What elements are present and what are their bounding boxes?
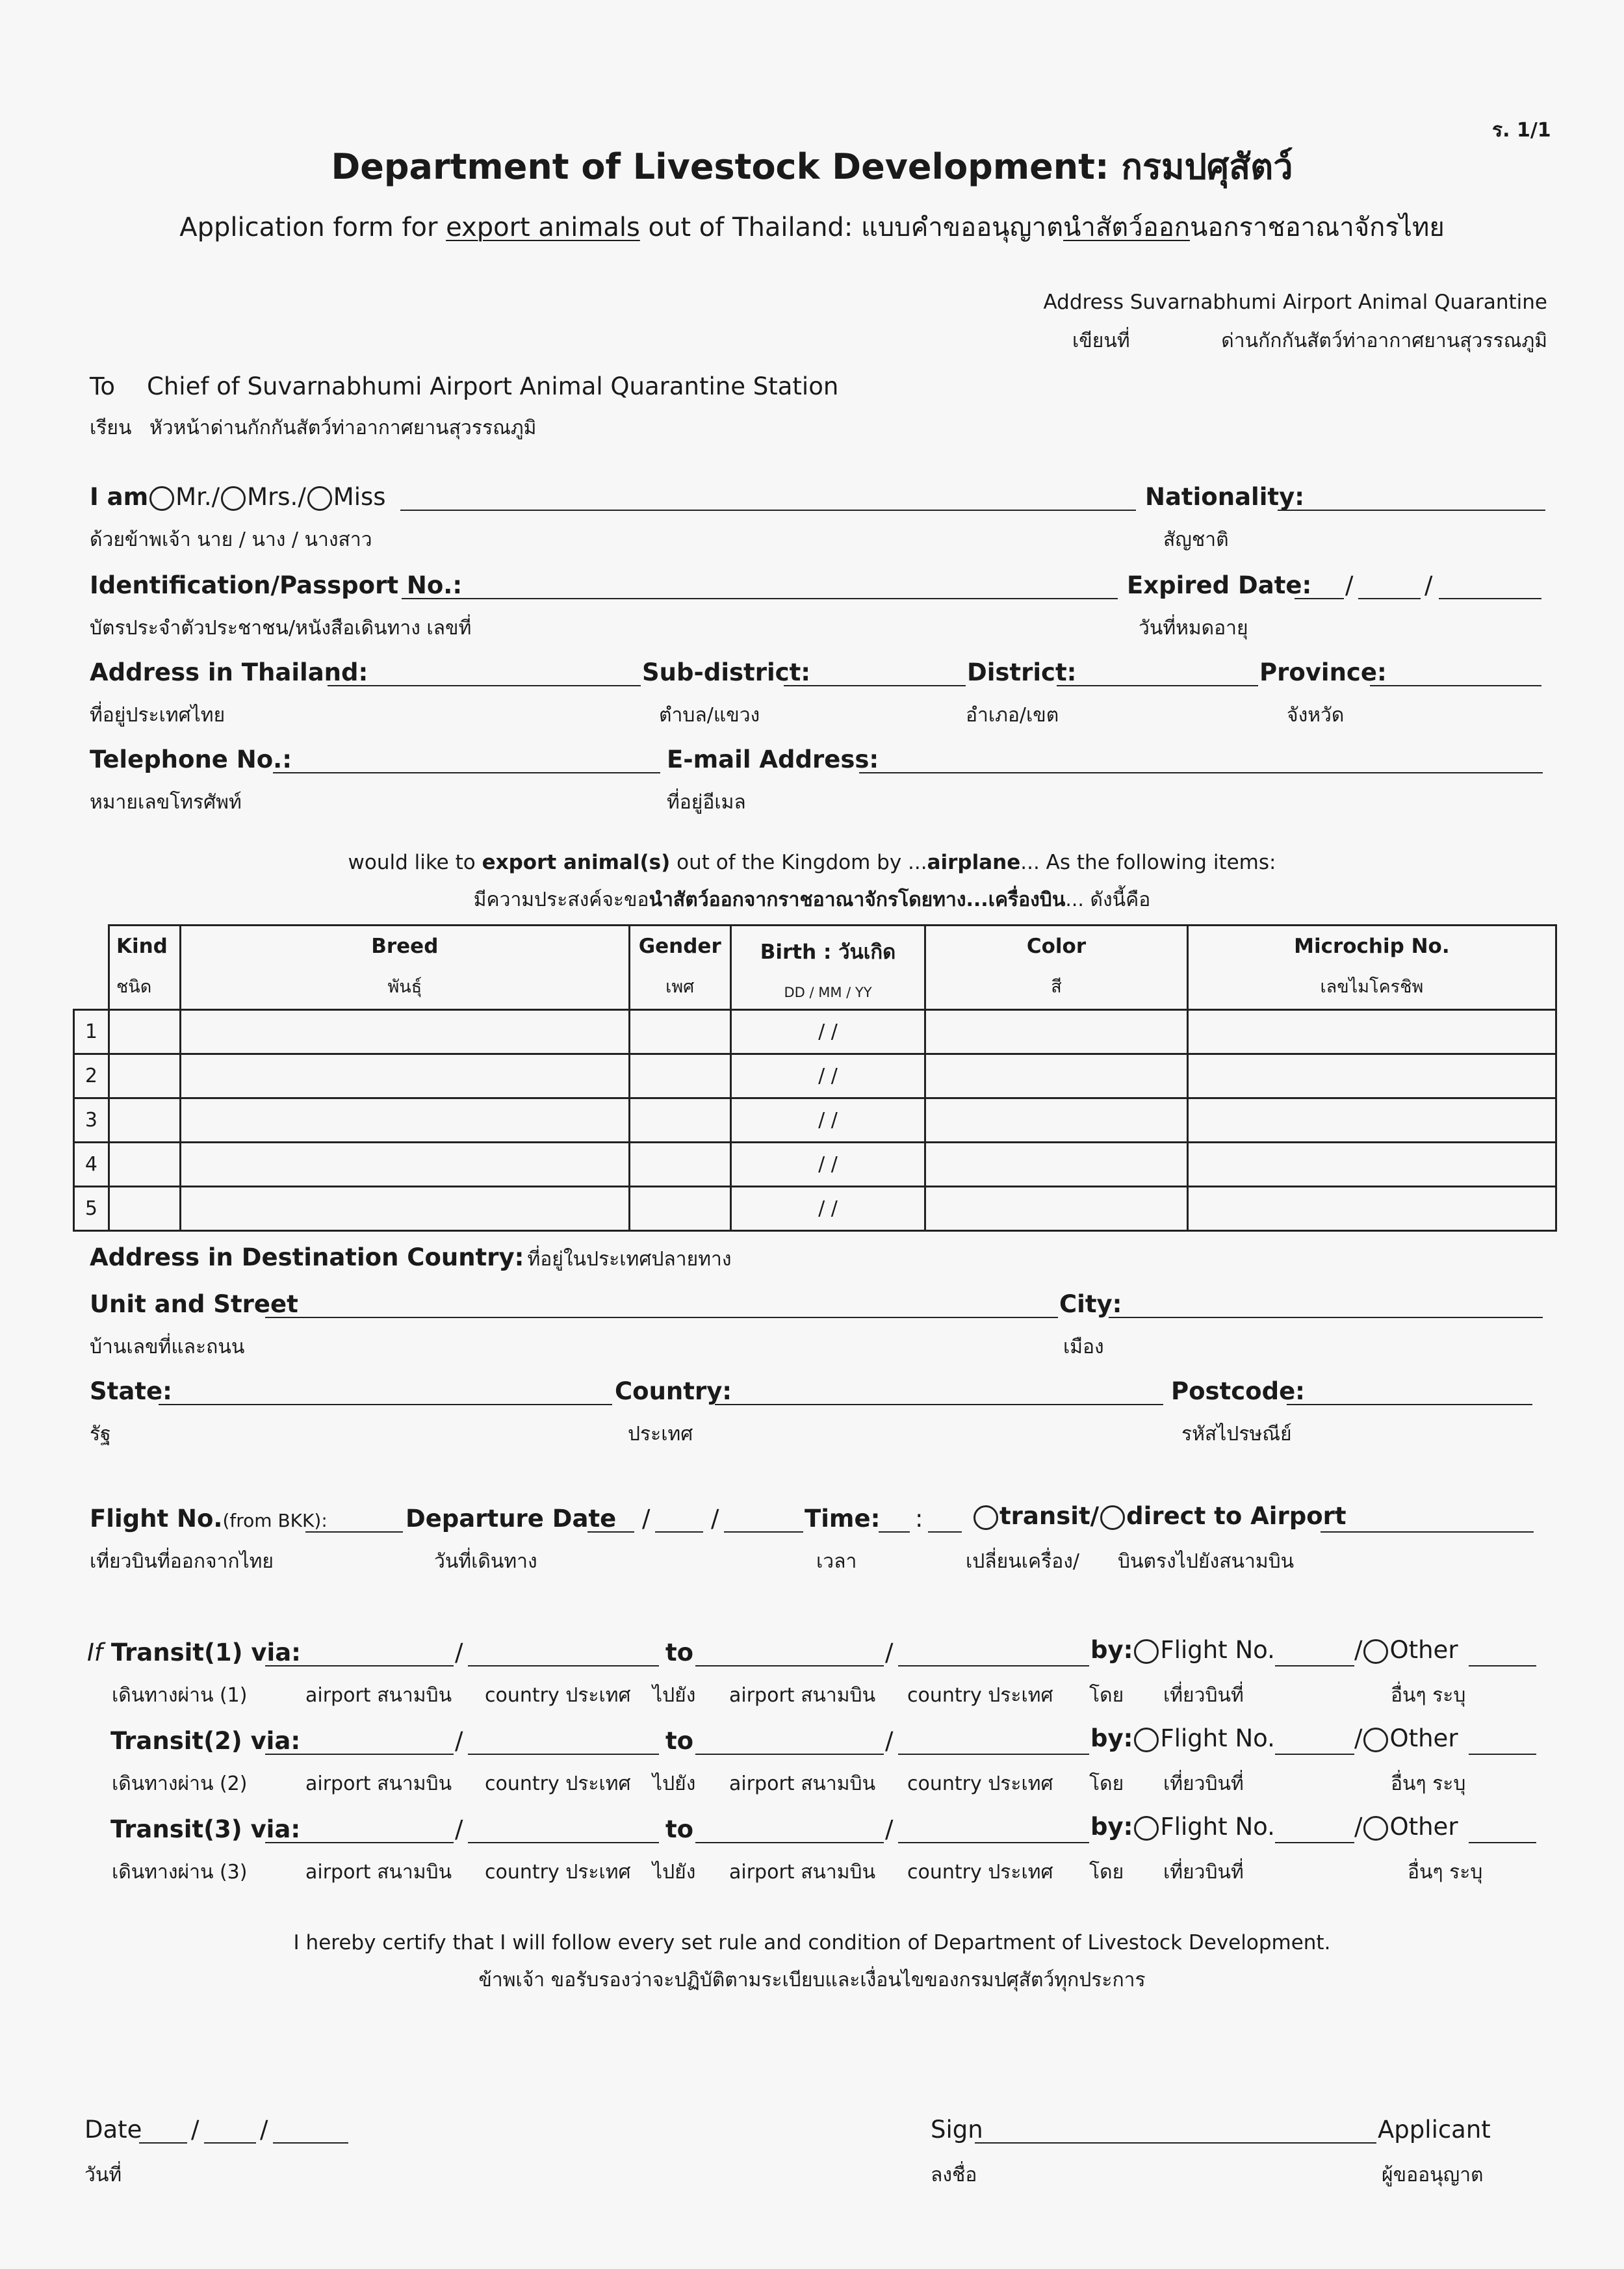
email-th: ที่อยู่อีเมล xyxy=(667,791,746,814)
name-th-label: ด้วยข้าพเจ้า นาย / นาง / นางสาว xyxy=(90,528,372,551)
subdistrict-th: ตำบล/แขวง xyxy=(659,704,760,727)
transit-2-airport-field[interactable] xyxy=(265,1754,454,1755)
to-th: ไปยัง xyxy=(652,1861,696,1884)
transit-2-other xyxy=(1354,1726,1458,1752)
unit-street-field[interactable] xyxy=(265,1317,1058,1318)
if-label: If xyxy=(87,1639,103,1666)
transit-2-th: เดินทางผ่าน (2) xyxy=(112,1772,248,1795)
email-field[interactable] xyxy=(859,772,1543,773)
expired-slash-1: / xyxy=(1345,571,1354,599)
transit-3-to-airport-field[interactable] xyxy=(695,1842,884,1843)
row-number: 5 xyxy=(74,1187,109,1231)
transit-1-text: Transit(1) via: xyxy=(110,1639,301,1666)
transit-1-airport-field[interactable] xyxy=(265,1665,454,1666)
airport-th: airport สนามบิน xyxy=(305,1684,452,1707)
subdistrict-label: Sub-district: xyxy=(642,658,811,686)
postcode-label: Postcode: xyxy=(1171,1377,1305,1405)
header-breed-en: Breed xyxy=(371,935,439,958)
date-slash-2: / xyxy=(260,2116,268,2144)
header-microchip xyxy=(1187,926,1556,1010)
other-slash: / xyxy=(1354,1724,1363,1752)
unit-street-label: Unit and Street xyxy=(90,1290,298,1318)
transit-1-country-field[interactable] xyxy=(468,1665,659,1666)
email-label: E-mail Address: xyxy=(667,746,879,773)
country-th: country ประเทศ xyxy=(485,1861,631,1884)
intent-en-pre: would like to xyxy=(348,851,482,874)
header-birth-format: DD / MM / YY xyxy=(784,984,872,1000)
to-th: ไปยัง xyxy=(652,1772,696,1795)
transit-3-other xyxy=(1354,1815,1458,1841)
table-row xyxy=(74,1187,1556,1231)
transit-3-to: to xyxy=(665,1815,694,1843)
destination-heading xyxy=(90,1245,732,1269)
transit-radio[interactable] xyxy=(973,1505,998,1530)
other-th: อื่นๆ ระบุ xyxy=(1391,1772,1466,1795)
gender-cell[interactable] xyxy=(629,1143,730,1187)
transit-3-to-country-field[interactable] xyxy=(898,1842,1089,1843)
by-th: โดย xyxy=(1089,1772,1124,1795)
transit-3-flight-field[interactable] xyxy=(1275,1842,1354,1843)
transit-1-to-airport-field[interactable] xyxy=(695,1665,884,1666)
date-slash-1: / xyxy=(191,2116,200,2144)
district-field[interactable] xyxy=(1057,685,1258,686)
breed-cell[interactable] xyxy=(180,1054,629,1098)
transit-3-to-slash: / xyxy=(885,1815,894,1843)
transit-1-flight-radio[interactable] xyxy=(1134,1639,1159,1664)
other-option-label: Other xyxy=(1389,1636,1458,1664)
by-label: by: xyxy=(1090,1636,1133,1664)
departure-date-label: Departure Date xyxy=(406,1505,617,1533)
microchip-cell[interactable] xyxy=(1187,1143,1556,1187)
subtitle-underlined-2: นำสัตว์ออก xyxy=(1063,213,1190,242)
transit-3-airport-field[interactable] xyxy=(265,1842,454,1843)
color-cell[interactable] xyxy=(925,1143,1187,1187)
other-slash: / xyxy=(1354,1813,1363,1841)
row-number: 2 xyxy=(74,1054,109,1098)
flight-th: เที่ยวบินที่ xyxy=(1163,1684,1244,1707)
transit-1-to-country-field[interactable] xyxy=(898,1665,1089,1666)
transit-2-to-slash: / xyxy=(885,1727,894,1755)
title-options xyxy=(90,485,386,511)
other-slash: / xyxy=(1354,1636,1363,1664)
state-field[interactable] xyxy=(159,1404,612,1405)
certify-th: ข้าพเจ้า ขอรับรองว่าจะปฏิบัติตามระเบียบและเงื่อนไขของกรมปศุสัตว์ทุกประการ xyxy=(478,1969,1146,1991)
direct-label: direct to Airport xyxy=(1126,1502,1347,1530)
header-blank-cell xyxy=(74,926,109,1010)
state-th: รัฐ xyxy=(90,1423,111,1446)
kind-cell[interactable] xyxy=(109,1143,180,1187)
transit-3-label: Transit(3) via: xyxy=(110,1815,301,1843)
time-th: เวลา xyxy=(816,1550,857,1573)
transit-3-other-radio[interactable] xyxy=(1363,1816,1388,1841)
date-year-field[interactable] xyxy=(273,2142,348,2144)
header-breed xyxy=(180,926,629,1010)
by-label: by: xyxy=(1090,1813,1133,1841)
microchip-cell[interactable] xyxy=(1187,1054,1556,1098)
to-th: ไปยัง xyxy=(652,1684,696,1707)
header-kind-th: ชนิด xyxy=(116,977,152,997)
departure-month-field[interactable] xyxy=(655,1531,703,1533)
nationality-th-label: สัญชาติ xyxy=(1163,528,1229,551)
flight-no-en: Flight No. xyxy=(90,1505,223,1533)
transit-label: transit/ xyxy=(999,1502,1100,1530)
transit-direct-options xyxy=(972,1504,1347,1530)
to-label: To xyxy=(90,372,115,400)
applicant-th: ผู้ขออนุญาต xyxy=(1382,2164,1484,2186)
other-th: อื่นๆ ระบุ xyxy=(1391,1684,1466,1707)
date-day-field[interactable] xyxy=(139,2142,187,2144)
departure-slash-2: / xyxy=(711,1505,719,1533)
flight-no-option-label: Flight No. xyxy=(1160,1636,1275,1664)
country-th: country ประเทศ xyxy=(907,1772,1053,1795)
intent-en-mid: out of the Kingdom by ... xyxy=(670,851,927,874)
time-minute-field[interactable] xyxy=(928,1531,962,1533)
intent-th-post: ... ดังนี้คือ xyxy=(1065,888,1151,911)
postcode-th: รหัสไปรษณีย์ xyxy=(1181,1423,1292,1446)
transit-3-flight-radio[interactable] xyxy=(1134,1816,1159,1841)
mr-label: Mr./ xyxy=(175,483,220,511)
transit-1-to-slash: / xyxy=(885,1639,894,1666)
color-cell[interactable] xyxy=(925,1187,1187,1231)
subdistrict-field[interactable] xyxy=(784,685,966,686)
transit-1-slash: / xyxy=(455,1639,463,1666)
birth-cell[interactable]: / / xyxy=(730,1098,925,1143)
to-th-value: หัวหน้าด่านกักกันสัตว์ท่าอากาศยานสุวรรณภูมิ xyxy=(149,417,537,439)
transit-3-country-field[interactable] xyxy=(468,1842,659,1843)
postcode-field[interactable] xyxy=(1287,1404,1532,1405)
other-th: อื่นๆ ระบุ xyxy=(1408,1861,1483,1884)
kind-cell[interactable] xyxy=(109,1054,180,1098)
intent-th xyxy=(0,890,1624,910)
id-label: Identification/Passport No.: xyxy=(90,571,463,599)
row-number: 4 xyxy=(74,1143,109,1187)
telephone-label: Telephone No.: xyxy=(90,746,292,773)
country-th: country ประเทศ xyxy=(485,1684,631,1707)
address-th-label: เขียนที่ xyxy=(1072,330,1130,352)
country-th: country ประเทศ xyxy=(485,1772,631,1795)
id-th-label: บัตรประจำตัวประชาชน/หนังสือเดินทาง เลขที่ xyxy=(90,617,472,640)
telephone-th: หมายเลขโทรศัพท์ xyxy=(90,791,242,814)
flight-no-option-label: Flight No. xyxy=(1160,1813,1275,1841)
row-number: 3 xyxy=(74,1098,109,1143)
sign-th: ลงชื่อ xyxy=(931,2164,977,2186)
header-birth xyxy=(730,926,925,1010)
airport-th: airport สนามบิน xyxy=(729,1684,876,1707)
province-th: จังหวัด xyxy=(1287,704,1345,727)
kind-cell[interactable] xyxy=(109,1010,180,1054)
transit-3-other-field[interactable] xyxy=(1469,1842,1536,1843)
expired-th-label: วันที่หมดอายุ xyxy=(1139,617,1248,640)
table-header-row xyxy=(74,926,1556,1010)
expired-label: Expired Date: xyxy=(1127,571,1312,599)
header-microchip-en: Microchip No. xyxy=(1294,935,1450,958)
address-th-value: ด่านกักกันสัตว์ท่าอากาศยานสุวรรณภูมิ xyxy=(1221,330,1547,352)
transit-2-label: Transit(2) via: xyxy=(110,1727,301,1755)
transit-1-by xyxy=(1090,1638,1275,1664)
flight-no-option-label: Flight No. xyxy=(1160,1724,1275,1752)
transit-1-other-field[interactable] xyxy=(1469,1665,1536,1666)
header-gender-en: Gender xyxy=(638,935,721,958)
intent-en-bold-2: airplane xyxy=(927,851,1021,874)
form-code: ร. 1/1 xyxy=(1492,119,1551,142)
gender-cell[interactable] xyxy=(629,1054,730,1098)
breed-cell[interactable] xyxy=(180,1010,629,1054)
breed-cell[interactable] xyxy=(180,1143,629,1187)
birth-cell[interactable]: / / xyxy=(730,1010,925,1054)
country-th: country ประเทศ xyxy=(907,1861,1053,1884)
subtitle-underlined-1: export animals xyxy=(446,213,640,242)
mr-radio[interactable] xyxy=(149,486,174,511)
transit-3-slash: / xyxy=(455,1815,463,1843)
other-option-label: Other xyxy=(1389,1813,1458,1841)
table-row xyxy=(74,1054,1556,1098)
page-title: Department of Livestock Development: กรมปศุสัตว์ xyxy=(331,146,1293,187)
intent-en xyxy=(0,853,1624,873)
time-label: Time: xyxy=(805,1505,881,1533)
transit-1-to: to xyxy=(665,1639,694,1666)
address-thailand-th: ที่อยู่ประเทศไทย xyxy=(90,704,226,727)
certify-en: I hereby certify that I will follow every set rule and condition of Department of Livestock Development. xyxy=(293,1931,1331,1954)
id-field[interactable] xyxy=(402,598,1118,599)
kind-cell[interactable] xyxy=(109,1098,180,1143)
microchip-cell[interactable] xyxy=(1187,1010,1556,1054)
transit-2-country-field[interactable] xyxy=(468,1754,659,1755)
address-en: Address Suvarnabhumi Airport Animal Quarantine xyxy=(1043,291,1547,314)
airport-th: airport สนามบิน xyxy=(305,1772,452,1795)
intent-en-bold-1: export animal(s) xyxy=(482,851,671,874)
transit-3-th: เดินทางผ่าน (3) xyxy=(112,1861,248,1884)
transit-2-to-country-field[interactable] xyxy=(898,1754,1089,1755)
mrs-radio[interactable] xyxy=(221,486,246,511)
intent-th-bold: นำสัตว์ออกจากราชอาณาจักรโดยทาง...เครื่องบิน xyxy=(649,888,1066,911)
expired-slash-2: / xyxy=(1424,571,1433,599)
transit-2-other-radio[interactable] xyxy=(1363,1728,1388,1752)
to-th-label: เรียน xyxy=(90,417,132,439)
flight-no-field[interactable] xyxy=(305,1531,403,1533)
page-subtitle xyxy=(0,214,1624,240)
destination-heading-en: Address in Destination Country: xyxy=(90,1243,524,1271)
breed-cell[interactable] xyxy=(180,1098,629,1143)
transit-2-slash: / xyxy=(455,1727,463,1755)
header-kind xyxy=(109,926,180,1010)
table-row xyxy=(74,1098,1556,1143)
gender-cell[interactable] xyxy=(629,1187,730,1231)
subtitle-post: นอกราชอาณาจักรไทย xyxy=(1189,213,1445,242)
from-bkk-label: (from BKK): xyxy=(222,1510,328,1531)
unit-street-th: บ้านเลขที่และถนน xyxy=(90,1336,245,1358)
i-am-label: I am xyxy=(90,483,149,511)
mrs-label: Mrs./ xyxy=(247,483,306,511)
flight-no-label xyxy=(90,1507,328,1531)
transit-1-label xyxy=(87,1640,301,1665)
departure-year-field[interactable] xyxy=(724,1531,803,1533)
country-th: ประเทศ xyxy=(628,1423,693,1446)
direct-airport-field[interactable] xyxy=(1321,1531,1534,1533)
airport-th: airport สนามบิน xyxy=(729,1861,876,1884)
sign-label: Sign xyxy=(931,2116,983,2144)
microchip-cell[interactable] xyxy=(1187,1187,1556,1231)
header-gender xyxy=(629,926,730,1010)
other-option-label: Other xyxy=(1389,1724,1458,1752)
transit-3-by xyxy=(1090,1815,1275,1841)
miss-label: Miss xyxy=(333,483,386,511)
district-label: District: xyxy=(967,658,1077,686)
birth-cell[interactable]: / / xyxy=(730,1143,925,1187)
flight-th: เที่ยวบินที่ xyxy=(1163,1861,1244,1884)
header-kind-en: Kind xyxy=(116,935,168,958)
country-field[interactable] xyxy=(715,1404,1163,1405)
transit-1-other xyxy=(1354,1638,1458,1664)
intent-en-post: ... As the following items: xyxy=(1020,851,1276,874)
intent-th-pre: มีความประสงค์จะขอ xyxy=(473,888,649,911)
departure-th: วันที่เดินทาง xyxy=(434,1550,537,1573)
header-color xyxy=(925,926,1187,1010)
by-th: โดย xyxy=(1089,1684,1124,1707)
province-field[interactable] xyxy=(1370,685,1541,686)
nationality-label: Nationality: xyxy=(1145,483,1304,511)
header-color-th: สี xyxy=(1051,977,1062,997)
city-label: City: xyxy=(1059,1290,1122,1318)
transit-2-to-airport-field[interactable] xyxy=(695,1754,884,1755)
gender-cell[interactable] xyxy=(629,1010,730,1054)
expired-year-field[interactable] xyxy=(1439,598,1541,599)
country-th: country ประเทศ xyxy=(907,1684,1053,1707)
date-label: Date xyxy=(84,2116,142,2144)
to-value: Chief of Suvarnabhumi Airport Animal Quarantine Station xyxy=(147,372,839,400)
table-row xyxy=(74,1143,1556,1187)
subtitle-pre: Application form for xyxy=(179,213,446,242)
city-th: เมือง xyxy=(1063,1336,1104,1358)
header-birth-en: Birth : วันเกิด xyxy=(760,940,896,964)
miss-radio[interactable] xyxy=(307,486,332,511)
subtitle-mid: out of Thailand: แบบคำขออนุญาต xyxy=(639,213,1064,242)
transit-1-th: เดินทางผ่าน (1) xyxy=(112,1684,248,1707)
nationality-field[interactable] xyxy=(1278,510,1545,511)
header-gender-th: เพศ xyxy=(665,977,695,997)
time-hour-field[interactable] xyxy=(879,1531,910,1533)
kind-cell[interactable] xyxy=(109,1187,180,1231)
departure-day-field[interactable] xyxy=(587,1531,634,1533)
header-breed-th: พันธุ์ xyxy=(387,977,422,997)
direct-th: บินตรงไปยังสนามบิน xyxy=(1118,1550,1295,1573)
expired-day-field[interactable] xyxy=(1295,598,1344,599)
state-label: State: xyxy=(90,1377,172,1405)
by-label: by: xyxy=(1090,1724,1133,1752)
applicant-label: Applicant xyxy=(1378,2116,1491,2144)
airport-th: airport สนามบิน xyxy=(305,1861,452,1884)
flight-th: เที่ยวบินที่ออกจากไทย xyxy=(90,1550,274,1573)
row-number: 1 xyxy=(74,1010,109,1054)
expired-month-field[interactable] xyxy=(1358,598,1421,599)
transit-2-flight-radio[interactable] xyxy=(1134,1728,1159,1752)
transit-1-flight-field[interactable] xyxy=(1275,1665,1354,1666)
birth-cell[interactable]: / / xyxy=(730,1187,925,1231)
flight-th: เที่ยวบินที่ xyxy=(1163,1772,1244,1795)
table-row xyxy=(74,1010,1556,1054)
by-th: โดย xyxy=(1089,1861,1124,1884)
header-color-en: Color xyxy=(1026,935,1087,958)
breed-cell[interactable] xyxy=(180,1187,629,1231)
country-label: Country: xyxy=(615,1377,732,1405)
transit-1-other-radio[interactable] xyxy=(1363,1639,1388,1664)
color-cell[interactable] xyxy=(925,1010,1187,1054)
name-field[interactable] xyxy=(400,510,1136,511)
city-field[interactable] xyxy=(1109,1317,1543,1318)
transit-2-flight-field[interactable] xyxy=(1275,1754,1354,1755)
date-th: วันที่ xyxy=(84,2164,122,2186)
microchip-cell[interactable] xyxy=(1187,1098,1556,1143)
transit-2-to: to xyxy=(665,1727,694,1755)
animals-table xyxy=(73,924,1557,1232)
province-label: Province: xyxy=(1259,658,1387,686)
gender-cell[interactable] xyxy=(629,1098,730,1143)
transit-2-other-field[interactable] xyxy=(1469,1754,1536,1755)
direct-radio[interactable] xyxy=(1100,1505,1125,1530)
time-colon: : xyxy=(915,1505,923,1533)
departure-slash-1: / xyxy=(642,1505,651,1533)
address-thailand-field[interactable] xyxy=(328,685,641,686)
transit-th: เปลี่ยนเครื่อง/ xyxy=(966,1550,1079,1573)
airport-th: airport สนามบิน xyxy=(729,1772,876,1795)
signature-field[interactable] xyxy=(975,2142,1376,2144)
transit-2-by xyxy=(1090,1726,1275,1752)
destination-heading-th: ที่อยู่ในประเทศปลายทาง xyxy=(527,1248,732,1271)
birth-cell[interactable]: / / xyxy=(730,1054,925,1098)
address-thailand-label: Address in Thailand: xyxy=(90,658,368,686)
color-cell[interactable] xyxy=(925,1098,1187,1143)
telephone-field[interactable] xyxy=(273,772,660,773)
color-cell[interactable] xyxy=(925,1054,1187,1098)
district-th: อำเภอ/เขต xyxy=(966,704,1059,727)
header-microchip-th: เลขไมโครชิพ xyxy=(1320,977,1424,997)
date-month-field[interactable] xyxy=(204,2142,256,2144)
